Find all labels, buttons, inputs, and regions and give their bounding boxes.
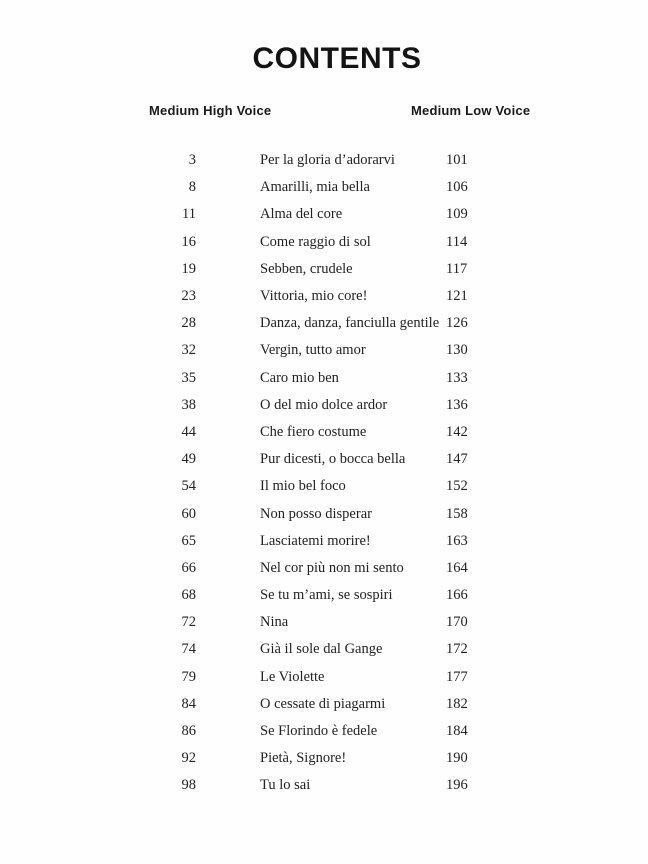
toc-row [135, 528, 535, 555]
song-title: Se tu m’ami, se sospiri [260, 587, 393, 604]
song-title: Nina [260, 614, 289, 631]
low-voice-page-number: 136 [446, 396, 468, 413]
high-voice-page-number: 38 [181, 396, 196, 413]
toc-row [135, 772, 535, 799]
toc-row [135, 147, 535, 174]
low-voice-page-number: 117 [446, 260, 468, 277]
high-voice-page-number: 60 [181, 505, 196, 522]
song-title: Che fiero costume [260, 423, 367, 440]
toc-row [135, 473, 535, 500]
high-voice-page-number: 84 [181, 695, 196, 712]
low-voice-page-number: 196 [446, 777, 468, 794]
toc-row [135, 745, 535, 772]
low-voice-page-number: 142 [446, 423, 468, 440]
high-voice-page-number: 49 [181, 451, 196, 468]
toc-row [135, 664, 535, 691]
low-voice-page-number: 190 [446, 750, 468, 767]
low-voice-page-number: 114 [446, 233, 468, 250]
song-title: Come raggio di sol [260, 233, 371, 250]
high-voice-page-number: 79 [181, 668, 196, 685]
low-voice-page-number: 172 [446, 641, 468, 658]
high-voice-page-number: 98 [181, 777, 196, 794]
high-voice-page-number: 54 [181, 478, 196, 495]
low-voice-page-number: 158 [446, 505, 468, 522]
high-voice-page-number: 44 [181, 423, 196, 440]
high-voice-page-number: 35 [181, 369, 196, 386]
toc-row [135, 609, 535, 636]
high-voice-page-number: 8 [188, 179, 196, 196]
column-header-medium-low-voice: Medium Low Voice [411, 103, 531, 118]
high-voice-page-number: 65 [181, 532, 196, 549]
low-voice-page-number: 152 [446, 478, 468, 495]
song-title: Tu lo sai [260, 777, 311, 794]
page-title: CONTENTS [252, 42, 422, 75]
toc-row [135, 201, 535, 228]
low-voice-page-number: 166 [446, 587, 468, 604]
toc-row [135, 365, 535, 392]
toc-row [135, 582, 535, 609]
low-voice-page-number: 184 [446, 723, 468, 740]
toc-row [135, 310, 535, 337]
song-title: Danza, danza, fanciulla gentile [260, 315, 440, 332]
song-title: Pietà, Signore! [260, 750, 347, 767]
song-title: Per la gloria d’adorarvi [260, 152, 395, 169]
song-title: Alma del core [260, 206, 343, 223]
high-voice-page-number: 92 [181, 750, 196, 767]
toc-row [135, 283, 535, 310]
song-title: Lasciatemi morire! [260, 532, 371, 549]
song-title: Sebben, crudele [260, 260, 353, 277]
toc-row [135, 718, 535, 745]
song-title: Il mio bel foco [260, 478, 346, 495]
high-voice-page-number: 3 [188, 152, 196, 169]
low-voice-page-number: 106 [446, 179, 468, 196]
low-voice-page-number: 170 [446, 614, 468, 631]
low-voice-page-number: 101 [446, 152, 468, 169]
low-voice-page-number: 164 [446, 559, 468, 576]
song-title: Non posso disperar [260, 505, 372, 522]
song-title: Amarilli, mia bella [260, 179, 370, 196]
song-title: Già il sole dal Gange [260, 641, 383, 658]
low-voice-page-number: 126 [446, 315, 468, 332]
toc-row [135, 691, 535, 718]
toc-row [135, 229, 535, 256]
song-title: Caro mio ben [260, 369, 339, 386]
low-voice-page-number: 133 [446, 369, 468, 386]
toc-row [135, 419, 535, 446]
song-title: Vittoria, mio core! [260, 288, 368, 305]
toc-list [135, 147, 535, 800]
high-voice-page-number: 66 [181, 559, 196, 576]
high-voice-page-number: 16 [181, 233, 196, 250]
toc-row [135, 446, 535, 473]
column-header-medium-high-voice: Medium High Voice [149, 103, 272, 118]
song-title: Pur dicesti, o bocca bella [260, 451, 406, 468]
high-voice-page-number: 11 [182, 206, 196, 223]
low-voice-page-number: 121 [446, 288, 468, 305]
high-voice-page-number: 19 [181, 260, 196, 277]
song-title: Le Violette [260, 668, 325, 685]
low-voice-page-number: 130 [446, 342, 468, 359]
low-voice-page-number: 147 [446, 451, 468, 468]
high-voice-page-number: 68 [181, 587, 196, 604]
high-voice-page-number: 72 [181, 614, 196, 631]
high-voice-page-number: 74 [181, 641, 196, 658]
song-title: Vergin, tutto amor [260, 342, 366, 359]
toc-row [135, 256, 535, 283]
low-voice-page-number: 182 [446, 695, 468, 712]
toc-row [135, 555, 535, 582]
high-voice-page-number: 86 [181, 723, 196, 740]
toc-row [135, 174, 535, 201]
low-voice-page-number: 163 [446, 532, 468, 549]
toc-row [135, 392, 535, 419]
toc-row [135, 500, 535, 527]
song-title: O del mio dolce ardor [260, 396, 388, 413]
high-voice-page-number: 28 [181, 315, 196, 332]
song-title: Se Florindo è fedele [260, 723, 378, 740]
toc-row [135, 337, 535, 364]
high-voice-page-number: 32 [181, 342, 196, 359]
low-voice-page-number: 109 [446, 206, 468, 223]
high-voice-page-number: 23 [181, 288, 196, 305]
song-title: O cessate di piagarmi [260, 695, 386, 712]
toc-row [135, 636, 535, 663]
low-voice-page-number: 177 [446, 668, 468, 685]
song-title: Nel cor più non mi sento [260, 559, 404, 576]
